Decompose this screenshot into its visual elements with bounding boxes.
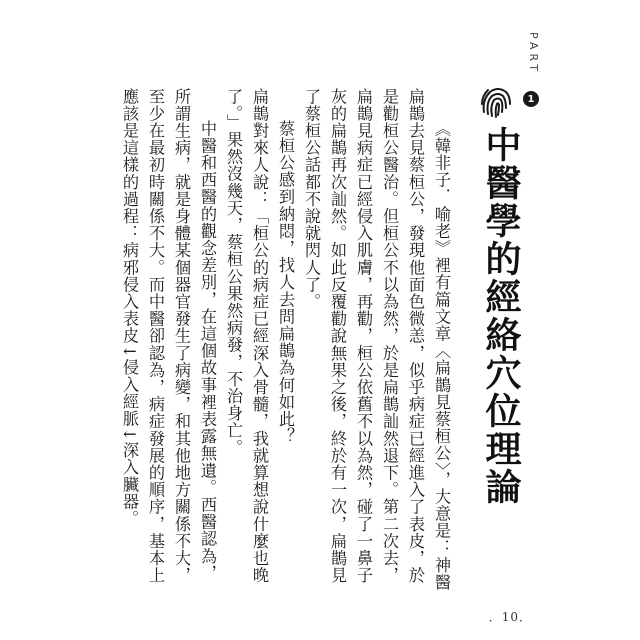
paragraph: 《韓非子．喻老》裡有篇文章〈扁鵲見蔡桓公〉，大意是：神醫扁鵲去見蔡桓公，發現他面色微恙，似乎病症已經進入了表皮，於是勸桓公醫治。但桓公不以為然，於是扁鵲訕然退下。第二次去，扁鵲見病症已經侵入肌膚，再勸，桓公依舊不以為然，碰了一鼻子灰的扁鵲再次訕然。如此反覆勸說無果之後，終於有一次，扁鵲見了蔡桓公話都不說就閃人了。 [302,88,451,592]
page-number: ．10． [488,610,532,624]
chapter-title: 中醫學的經絡穴位理論 [480,126,521,506]
part-label: PART [527,32,540,76]
paragraph: 扁鵲對來人說：「桓公的病症已經深入骨髓，我就算想說什麼也晚了。」果然沒幾天，蔡桓公果然病發，不治身亡。 [224,88,269,584]
part-number-badge: 1 [523,91,539,107]
paragraph: 蔡桓公感到納悶，找人去問扁鵲為何如此？ [276,120,295,446]
paragraph: 中醫和西醫的觀念差別，在這個故事裡表露無遺。西醫認為，所謂生病，就是身體某個器官發生了病變，和其他地方關係不大，至少在最初時關係不大。而中醫卻認為，病症發展的順序，基本上應該是這樣的過程：病邪侵入表皮↓侵入經脈↓深入臟器。 [120,88,217,584]
fingerprint-icon [476,82,516,122]
body-text [116,88,454,596]
